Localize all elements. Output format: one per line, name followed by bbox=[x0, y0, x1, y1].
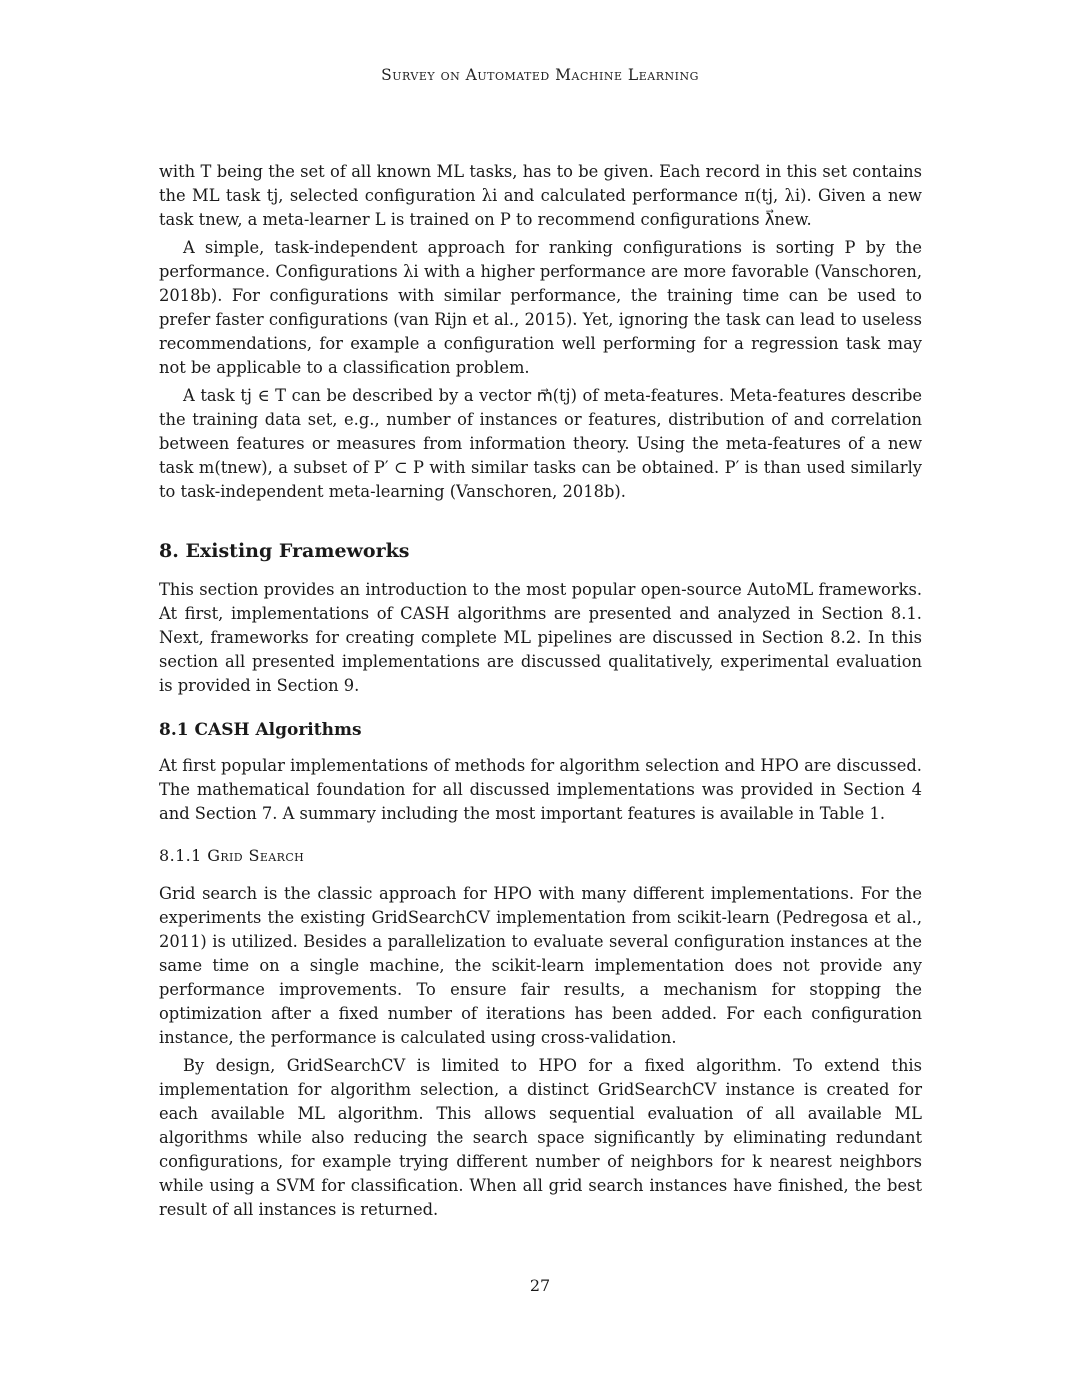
paragraph-meta-features: A task tj ∈ T can be described by a vector m⃗(tj) of meta-features. Meta-features describe the training data set, e.g., number of instances or features, distribution of and correlation between features or measures from information theory. Using the meta-features of a new task m(tnew), a subset of P′ ⊂ P with similar tasks can be obtained. P′ is than used similarly to task-independent meta-learning (Vanschoren, 2018b). bbox=[159, 386, 922, 501]
running-header: Survey on Automated Machine Learning bbox=[381, 66, 699, 84]
subsection-heading-cash-algorithms: 8.1 CASH Algorithms bbox=[159, 720, 362, 740]
paragraph-cash-intro: At first popular implementations of methods for algorithm selection and HPO are discussed. The mathematical foundation for all discussed implementations was provided in Section 4 and Section 7. A summary including the most important features is available in Table 1. bbox=[159, 756, 922, 823]
subsubsection-heading-grid-search: 8.1.1 Grid Search bbox=[159, 846, 305, 865]
page-number: 27 bbox=[529, 1276, 551, 1295]
paragraph-meta-learning-intro: with T being the set of all known ML tasks, has to be given. Each record in this set contains the ML task tj, selected configuration λi and calculated performance π(tj, λi). Given a new task tnew, a meta-learner L is trained on P to recommend configurations λ⃗new. bbox=[159, 162, 922, 229]
paragraph-task-independent: A simple, task-independent approach for ranking configurations is sorting P by the performance. Configurations λi with a higher performance are more favorable (Vanschoren, 2018b). For configurations with similar performance, the training time can be used to prefer faster configurations (van Rijn et al., 2015). Yet, ignoring the task can lead to useless recommendations, for example a configuration well performing for a regression task may not be applicable to a classification problem. bbox=[159, 238, 922, 377]
page-body bbox=[159, 160, 922, 1222]
paragraph-grid-search: Grid search is the classic approach for HPO with many different implementations. For the experiments the existing GridSearchCV implementation from scikit-learn (Pedregosa et al., 2011) is utilized. Besides a parallelization to evaluate several configuration instances at the same time on a single machine, the scikit-learn implementation does not provide any performance improvements. To ensure fair results, a mechanism for stopping the optimization after a fixed number of iterations has been added. For each configuration instance, the performance is calculated using cross-validation. bbox=[159, 884, 922, 1047]
paragraph-gridsearchcv-design: By design, GridSearchCV is limited to HPO for a fixed algorithm. To extend this implementation for algorithm selection, a distinct GridSearchCV instance is created for each available ML algorithm. This allows sequential evaluation of all available ML algorithms while also reducing the search space significantly by eliminating redundant configurations, for example trying different number of neighbors for k nearest neighbors while using a SVM for classification. When all grid search instances have finished, the best result of all instances is returned. bbox=[159, 1056, 922, 1219]
paragraph-frameworks-intro: This section provides an introduction to the most popular open-source AutoML frameworks. At first, implementations of CASH algorithms are presented and analyzed in Section 8.1. Next, frameworks for creating complete ML pipelines are discussed in Section 8.2. In this section all presented implementations are discussed qualitatively, experimental evaluation is provided in Section 9. bbox=[159, 580, 922, 695]
section-heading-existing-frameworks: 8. Existing Frameworks bbox=[159, 540, 410, 562]
